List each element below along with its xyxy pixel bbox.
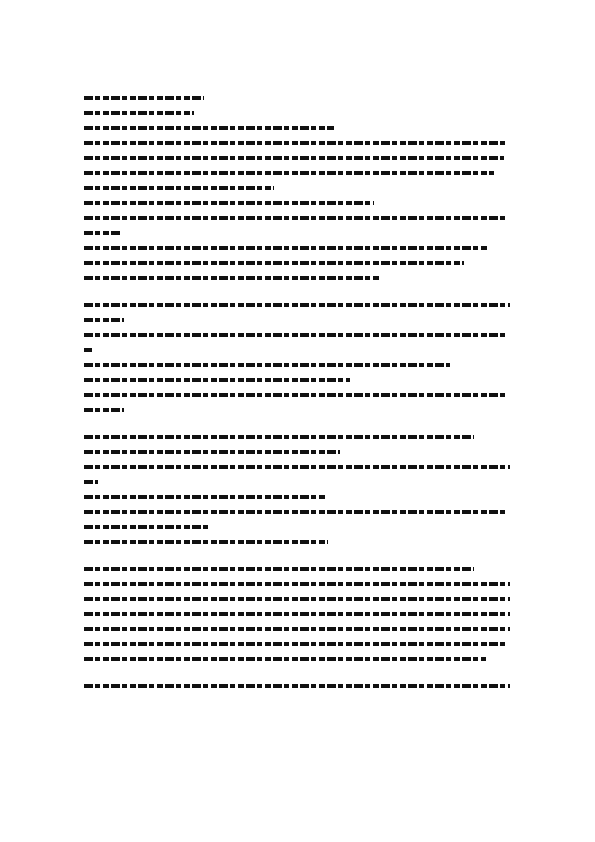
document-body — [84, 96, 514, 699]
text-line — [84, 201, 374, 205]
text-line — [84, 378, 350, 382]
text-line — [84, 465, 510, 469]
paragraph — [84, 567, 514, 661]
text-line — [84, 111, 194, 115]
text-line — [84, 612, 510, 616]
text-line — [84, 96, 204, 100]
text-line — [84, 450, 340, 454]
text-line — [84, 684, 510, 688]
text-line — [84, 231, 120, 235]
text-line — [84, 126, 334, 130]
paragraph — [84, 435, 514, 544]
text-line — [84, 216, 508, 220]
text-line — [84, 246, 488, 250]
text-line — [84, 318, 124, 322]
text-line — [84, 480, 98, 484]
header-block — [84, 96, 514, 130]
text-line — [84, 408, 124, 412]
text-line — [84, 495, 326, 499]
text-line — [84, 540, 328, 544]
paragraph — [84, 684, 514, 688]
text-line — [84, 597, 510, 601]
paragraph — [84, 201, 514, 280]
text-line — [84, 627, 510, 631]
text-line — [84, 363, 450, 367]
text-line — [84, 303, 510, 307]
text-line — [84, 156, 504, 160]
text-line — [84, 567, 474, 571]
text-line — [84, 435, 474, 439]
paragraph — [84, 141, 514, 190]
text-line — [84, 657, 486, 661]
text-line — [84, 171, 494, 175]
text-line — [84, 141, 508, 145]
text-line — [84, 186, 274, 190]
text-line — [84, 393, 508, 397]
text-line — [84, 510, 508, 514]
text-line — [84, 525, 208, 529]
text-line — [84, 333, 508, 337]
paragraph — [84, 303, 514, 412]
text-line — [84, 261, 464, 265]
text-line — [84, 276, 380, 280]
text-line — [84, 642, 508, 646]
text-line — [84, 348, 92, 352]
text-line — [84, 582, 510, 586]
